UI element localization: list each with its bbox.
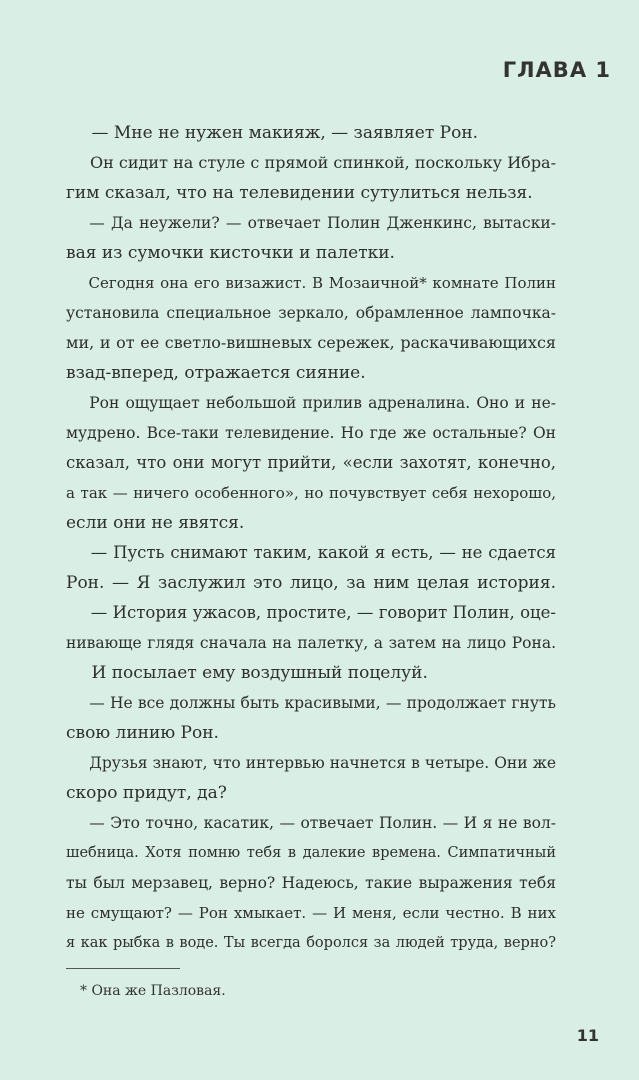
text-line: свою линию Рон.: [66, 723, 219, 743]
text-line: а так — ничего особенного», но почувствует себя нехорошо,: [66, 484, 556, 502]
text-line: — Пусть снимают таким, какой я есть, — не сдается: [90, 543, 556, 562]
text-line: И посылает ему воздушный поцелуй.: [91, 663, 428, 683]
text-line: установила специальное зеркало, обрамленное лампочка-: [66, 304, 556, 322]
text-line: — История ужасов, простите, — говорит Полин, оце-: [90, 603, 556, 622]
text-line: если они не явятся.: [66, 513, 245, 533]
footnote: * Она же Пазловая.: [80, 983, 226, 999]
text-line: вая из сумочки кисточки и палетки.: [66, 243, 395, 263]
page-number: 11: [576, 1026, 599, 1045]
text-line: Рон ощущает небольшой прилив адреналина. Оно и не-: [89, 394, 556, 412]
text-line: — Не все должны быть красивыми, — продолжает гнуть: [89, 694, 556, 712]
text-line: — Это точно, касатик, — отвечает Полин. — И я не вол-: [89, 814, 556, 832]
text-line: сказал, что они могут прийти, «если захотят, конечно,: [66, 453, 556, 472]
text-line: Сегодня она его визажист. В Мозаичной* комнате Полин: [88, 274, 556, 292]
text-line: Друзья знают, что интервью начнется в четыре. Они же: [89, 754, 556, 772]
text-line: гим сказал, что на телевидении сутулиться нельзя.: [66, 183, 533, 203]
text-line: не смущают? — Рон хмыкает. — И меня, если честно. В них: [66, 904, 556, 922]
text-line: ты был мерзавец, верно? Надеюсь, такие выражения тебя: [66, 874, 556, 892]
text-line: — Да неужели? — отвечает Полин Дженкинс, вытаски-: [89, 214, 556, 232]
text-line: ми, и от ее светло-вишневых сережек, раскачивающихся: [66, 333, 556, 352]
text-line: взад-вперед, отражается сияние.: [66, 363, 366, 383]
text-line: — Мне не нужен макияж, — заявляет Рон.: [91, 123, 479, 143]
text-line: Он сидит на стуле с прямой спинкой, поскольку Ибра-: [90, 153, 556, 172]
text-line: Рон. — Я заслужил это лицо, за ним целая история.: [66, 573, 556, 593]
text-line: шебница. Хотя помню тебя в далекие времена. Симпатичный: [66, 845, 556, 861]
text-line: скоро придут, да?: [66, 783, 227, 803]
text-line: я как рыбка в воде. Ты всегда боролся за людей труда, верно?: [66, 935, 556, 951]
text-line: нивающе глядя сначала на палетку, а затем на лицо Рона.: [66, 634, 556, 652]
body-text: [66, 118, 556, 958]
text-line: мудрено. Все-таки телевидение. Но где же остальные? Он: [66, 424, 556, 442]
chapter-header: ГЛАВА 1: [502, 58, 611, 82]
footnote-divider: [66, 968, 180, 969]
